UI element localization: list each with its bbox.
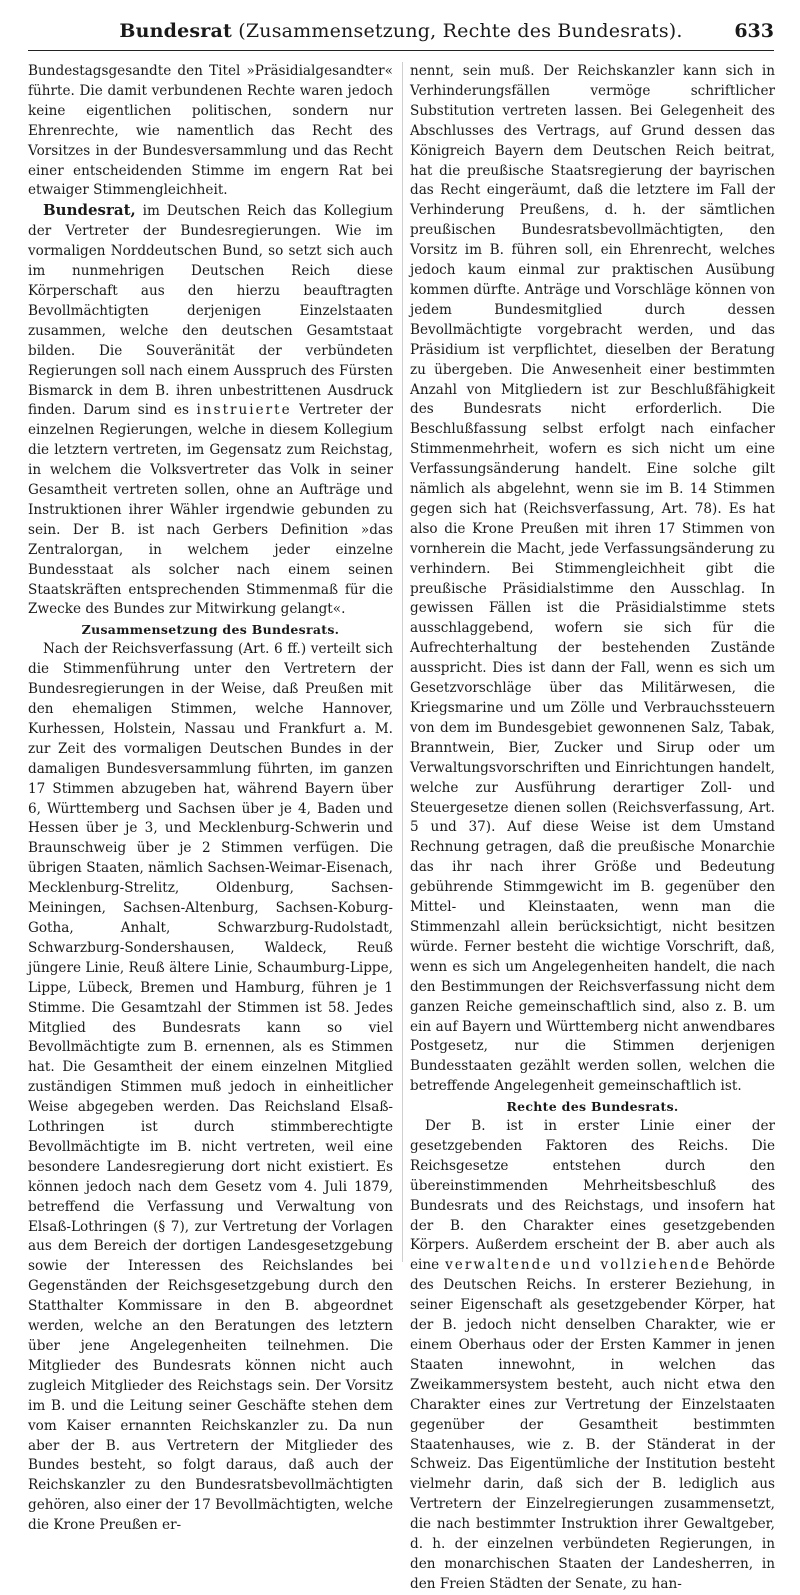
subheading-zusammensetzung: Zusammensetzung des Bundesrats. bbox=[81, 622, 340, 638]
header-title bbox=[28, 20, 774, 42]
article-keyword: Bundesrat, bbox=[43, 201, 136, 220]
subheading-rechte: Rechte des Bundesrats. bbox=[506, 1099, 679, 1115]
running-header bbox=[28, 16, 774, 51]
paragraph: Bundestagsgesandte den Titel »Präsidialgesandter« führte. Die damit verbundenen Rechte waren jedoch keine eigentlichen politischen, sondern nur Ehrenrechte, wie namentlich das Recht des Vorsitzes in der Bundesversammlung und das Recht einer entscheidenden Stimme im engern Rat bei etwaiger Stimmengleichheit. bbox=[28, 63, 393, 199]
paragraph-text: im Deutschen Reich das Kollegium der Vertreter der Bundesregierungen. Wie im vormaligen Norddeutschen Bund, so setzt sich auch im nunmehrigen Deutschen Reich diese Körperschaft aus den hierzu beauftragten Bevollmächtigten derjenigen Einzelstaaten zusammen, welche den deutschen Gesamtstaat bilden. Die Souveränität der verbündeten Regierungen soll nach einem Ausspruch des Fürsten Bismarck in dem B. ihren unbestrittenen Ausdruck finden. Darum sind es bbox=[28, 203, 393, 419]
column-divider bbox=[402, 62, 403, 1262]
paragraph-text: Der B. ist in erster Linie einer der gesetzgebenden Faktoren des Reichs. Die Reichsgesetze entstehen durch den übereinstimmenden Mehrheitsbeschluß des Bundesrats und des Reichstags, und insofern hat der B. den Charakter eines gesetzgebenden Körpers. Außerdem erscheint der B. aber auch als eine bbox=[410, 1118, 775, 1274]
right-column bbox=[410, 62, 776, 1592]
paragraph-text: Behörde des Deutschen Reichs. In ersterer Beziehung, in seiner Eigenschaft als gesetzgebender Körper, hat der B. jedoch nicht denselben Charakter, wie er einem Oberhaus oder der Ersten Kammer in jenen Staaten innewohnt, in welchen das Zweikammersystem besteht, auch nicht etwa den Charakter eines zur Vertretung der Einzelstaaten gegenüber der Gesamtheit bestimmten Staatenhauses, wie z. B. der Ständerat in der Schweiz. Das Eigentümliche der Institution besteht vielmehr darin, daß sich der B. lediglich aus Vertretern der Einzelregierungen zusammensetzt, die nach bestimmter Instruktion ihrer Gewaltgeber, d. h. der einzelnen verbündeten Regierungen, in den monarchischen Staaten der Landesherren, in den Freien Städten der Senate, zu han- bbox=[410, 1257, 776, 1592]
spaced-emphasis: verwaltende und vollziehende bbox=[445, 1257, 711, 1274]
spaced-emphasis: instruierte bbox=[196, 402, 292, 419]
page-number: 633 bbox=[734, 20, 774, 42]
paragraph: nennt, sein muß. Der Reichskanzler kann sich in Verhinderungsfällen vermöge schriftlicher Substitution vertreten lassen. Bei Gelegenheit des Abschlusses des Vertrags, auf Grund dessen das Königreich Bayern dem Deutschen Reich beitrat, hat die preußische Staatsregierung der bayrischen das Recht eingeräumt, daß die letztere im Fall der Verhinderung Preußens, d. h. der sämtlichen preußischen Bundesratsbevollmächtigten, den Vorsitz im B. führen soll, ein Ehrenrecht, welches jedoch kaum einmal zur praktischen Ausübung kommen dürfte. Anträge und Vorschläge können von jedem Bundesmitglied durch dessen Bevollmächtigte vorgebracht werden, und das Präsidium ist verpflichtet, dieselben der Beratung zu übergeben. Die Anwesenheit einer bestimmten Anzahl von Mitgliedern ist zur Beschlußfähigkeit des Bundesrats nicht erforderlich. Die Beschlußfassung selbst erfolgt nach einfacher Stimmenmehrheit, wofern es sich nicht um eine Verfassungsänderung handelt. Eine solche gilt nämlich als abgelehnt, wenn sie im B. 14 Stimmen gegen sich hat (Reichsverfassung, Art. 78). Es hat also die Krone Preußen mit ihren 17 Stimmen von vornherein die Macht, jede Verfassungsänderung zu verhindern. Bei Stimmengleichheit gibt die preußische Präsidialstimme den Ausschlag. In gewissen Fällen ist die Präsidialstimme stets ausschlaggebend, wofern sie sich für die Aufrechterhaltung der bestehenden Zustände ausspricht. Dies ist dann der Fall, wenn es sich um Gesetzvorschläge über das Militärwesen, die Kriegsmarine und um Zölle und Verbrauchssteuern von dem im Bundesgebiet gewonnenen Salz, Tabak, Branntwein, Bier, Zucker und Sirup oder um Verwaltungsvorschriften und Einrichtungen handelt, welche zur Ausführung derartiger Zoll- und Steuergesetze dienen sollen (Reichsverfassung, Art. 5 und 37). Auf diese Weise ist dem Umstand Rechnung getragen, daß die preußische Monarchie das ihr nach ihrer Größe und Bedeutung gebührende Stimmgewicht im B. gegenüber den Mittel- und Kleinstaaten, wenn man die Stimmenzahl allein berücksichtigt, nicht besitzen würde. Ferner besteht die wichtige Vorschrift, daß, wenn es sich um Angelegenheiten handelt, die nach den Bestimmungen der Reichsverfassung nicht dem ganzen Reiche gemeinschaftlich sind, also z. B. um ein auf Bayern und Württemberg nicht anwendbares Postgesetz, nur die Stimmen derjenigen Bundesstaaten gezählt werden sollen, welchen die betreffende Angelegenheit gemeinschaftlich ist. bbox=[410, 63, 775, 1095]
left-column bbox=[28, 62, 393, 1534]
header-title-sub: (Zusammensetzung, Rechte des Bundesrats). bbox=[238, 20, 683, 42]
paragraph-text: Vertreter der einzelnen Regierungen, welche in diesem Kollegium die letztern vertreten, im Gegensatz zum Reichstag, in welchem die Volksvertreter das Volk in seiner Gesamtheit vertreten sollen, ohne an Aufträge und Instruktionen ihrer Wähler irgendwie gebunden zu sein. Der B. ist nach Gerbers Definition »das Zentralorgan, in welchem jeder einzelne Bundesstaat als solcher nach einem seinen Staatskräften entsprechenden Stimmenmaß für die Zwecke des Bundes zur Mitwirkung gelangt«. bbox=[28, 402, 393, 618]
paragraph: Nach der Reichsverfassung (Art. 6 ff.) verteilt sich die Stimmenführung unter den Vertretern der Bundesregierungen in der Weise, daß Preußen mit den ehemaligen Stimmen, welche Hannover, Kurhessen, Holstein, Nassau und Frankfurt a. M. zur Zeit des vormaligen Deutschen Bundes in der damaligen Bundesversammlung führten, im ganzen 17 Stimmen abzugeben hat, während Bayern über 6, Württemberg und Sachsen über je 4, Baden und Hessen über je 3, und Mecklenburg-Schwerin und Braunschweig über je 2 Stimmen verfügen. Die übrigen Staaten, nämlich Sachsen-Weimar-Eisenach, Mecklenburg-Strelitz, Oldenburg, Sachsen-Meiningen, Sachsen-Altenburg, Sachsen-Koburg-Gotha, Anhalt, Schwarzburg-Rudolstadt, Schwarzburg-Sondershausen, Waldeck, Reuß jüngere Linie, Reuß ältere Linie, Schaumburg-Lippe, Lippe, Lübeck, Bremen und Hamburg, führen je 1 Stimme. Die Gesamtzahl der Stimmen ist 58. Jedes Mitglied des Bundesrats kann so viel Bevollmächtigte zum B. ernennen, als es Stimmen hat. Die Gesamtheit der einem einzelnen Mitglied zuständigen Stimmen muß jedoch in einheitlicher Weise abgegeben werden. Das Reichsland Elsaß-Lothringen ist durch stimmberechtigte Bevollmächtigte im B. nicht vertreten, weil eine besondere Landesregierung dort nicht existiert. Es können jedoch nach dem Gesetz vom 4. Juli 1879, betreffend die Verfassung und Verwaltung von Elsaß-Lothringen (§ 7), zur Vertretung der Vorlagen aus dem Bereich der dortigen Landesgesetzgebung sowie der Interessen des Reichslandes bei Gegenständen der Reichsgesetzgebung durch den Statthalter Kommissare in den B. abgeordnet werden, welche an den Beratungen des letztern über jene Angelegenheiten teilnehmen. Die Mitglieder des Bundesrats können nicht auch zugleich Mitglieder des Reichstags sein. Der Vorsitz im B. und die Leitung seiner Geschäfte stehen dem vom Kaiser ernannten Reichskanzler zu. Da nun aber der B. aus Vertretern der Mitglieder des Bundes besteht, so folgt daraus, daß auch der Reichskanzler zu den Bundesratsbevollmächtigten gehören, also einer der 17 Bevollmächtigten, welche die Krone Preußen er- bbox=[28, 641, 393, 1534]
header-title-main: Bundesrat bbox=[119, 20, 232, 42]
paragraph-rechte bbox=[410, 1117, 775, 1595]
paragraph-bundesrat bbox=[28, 201, 393, 620]
